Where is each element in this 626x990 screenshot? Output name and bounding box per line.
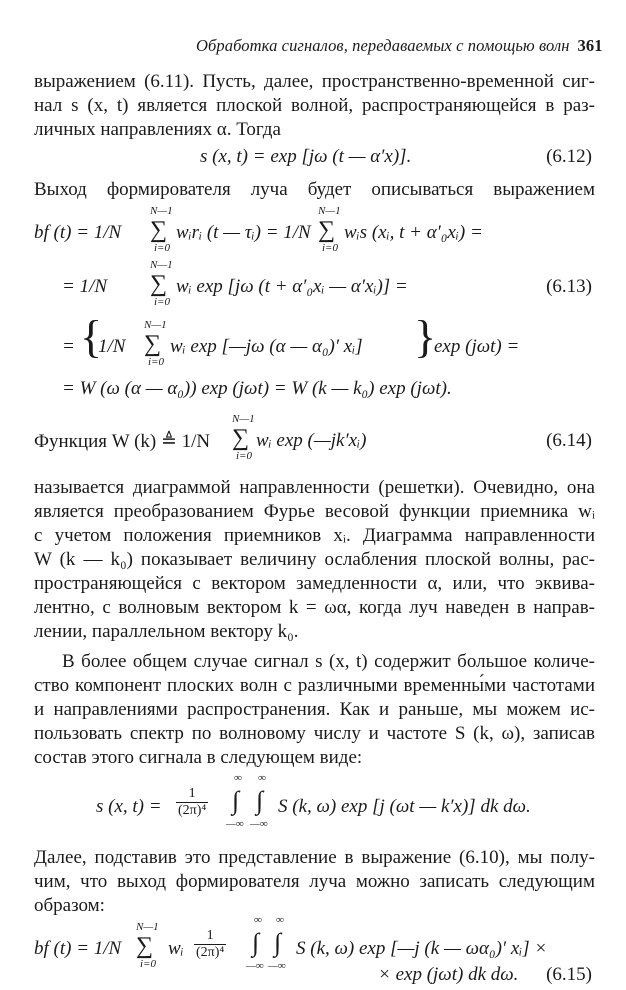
left-brace: { <box>80 311 103 362</box>
paragraph-line: и направлениями распространения. Как и раньше, мы можем ис- <box>34 699 595 720</box>
equation-6-13-line3-mid: 1/N <box>98 336 126 357</box>
running-header <box>196 36 603 56</box>
sum-symbol: ∑ <box>232 425 250 451</box>
equation-6-13-line3-lhs: = <box>62 336 75 357</box>
paragraph-line: Выход формирователя луча будет описываться выражением <box>34 179 595 200</box>
paragraph-line: с учетом положения приемников xᵢ. Диаграмма направленности <box>34 525 595 546</box>
equation-number: (6.14) <box>546 430 592 451</box>
fraction-numerator: 1 <box>194 928 226 945</box>
equation-6-13-line1-mid: wᵢrᵢ (t — τᵢ) = 1/N <box>176 222 311 243</box>
paragraph-line: W (k — k₀) показывает величину ослабления плоской волны, рас- <box>34 549 595 570</box>
paragraph-line: состав этого сигнала в следующем виде: <box>34 747 363 768</box>
integral-upper-limit: ∞ <box>276 914 284 926</box>
equation-6-13-line3-end: exp (jωt) = <box>434 336 520 357</box>
equation-6-15-weight: wᵢ <box>168 938 184 959</box>
paragraph-line: пользовать спектр по волновому числу и частоте S (k, ω), записав <box>34 723 595 744</box>
sum-upper-limit: N—1 <box>232 413 255 425</box>
sum-upper-limit: N—1 <box>144 319 167 331</box>
sum-symbol: ∑ <box>150 217 168 243</box>
integral-lower-limit: —∞ <box>226 818 244 830</box>
integral-symbol: ∫ <box>252 928 260 957</box>
paragraph-line: выражением (6.11). Пусть, далее, пространственно-временной сиг- <box>34 71 595 92</box>
equation-number: (6.13) <box>546 276 592 297</box>
right-brace: } <box>414 311 437 362</box>
equation-6-13-line1-rhs: wᵢs (xᵢ, t + α′₀xᵢ) = <box>344 222 483 243</box>
sum-lower-limit: i=0 <box>322 242 338 254</box>
equation-6-15-lhs: bf (t) = 1/N <box>34 938 122 959</box>
paragraph-line: нал s (x, t) является плоской волной, распространяющейся в раз- <box>34 95 595 116</box>
integral-symbol: ∫ <box>274 928 282 957</box>
integral-lower-limit: —∞ <box>246 960 264 972</box>
paragraph-line: лении, параллельном вектору k₀. <box>34 621 299 642</box>
fraction-numerator: 1 <box>176 786 208 803</box>
equation-6-13-line4: = W (ω (α — α₀)) exp (jωt) = W (k — k₀) exp (jωt). <box>62 378 452 399</box>
page-number: 361 <box>577 36 603 55</box>
equation-6-13-line3-rhs: wᵢ exp [—jω (α — α₀)′ xᵢ] <box>170 336 363 357</box>
equation-number: (6.15) <box>546 964 592 985</box>
fraction-denominator: (2π)⁴ <box>196 945 225 960</box>
sum-upper-limit: N—1 <box>150 259 173 271</box>
sum-lower-limit: i=0 <box>154 242 170 254</box>
paragraph-line: личных направлениях α. Тогда <box>34 119 281 140</box>
integral-upper-limit: ∞ <box>234 772 242 784</box>
integral-lower-limit: —∞ <box>268 960 286 972</box>
sum-symbol: ∑ <box>150 271 168 297</box>
equation-6-13-line2-lhs: = 1/N <box>62 276 108 297</box>
running-title: Обработка сигналов, передаваемых с помощью волн <box>196 36 570 55</box>
sum-symbol: ∑ <box>144 331 162 357</box>
integral-symbol: ∫ <box>232 786 240 815</box>
sum-upper-limit: N—1 <box>136 921 159 933</box>
sum-lower-limit: i=0 <box>154 296 170 308</box>
sum-lower-limit: i=0 <box>148 356 164 368</box>
paragraph-line: лентно, с волновым вектором k = ωα, когда луч наведен в направ- <box>34 597 595 618</box>
equation-6-15-line2: × exp (jωt) dk dω. <box>378 964 519 985</box>
sum-lower-limit: i=0 <box>140 958 156 970</box>
equation-6-13-line1-lhs: bf (t) = 1/N <box>34 222 122 243</box>
paragraph-line: пространяющейся с вектором замедленности α, или, что эквива- <box>34 573 595 594</box>
sum-symbol: ∑ <box>136 933 154 959</box>
sum-upper-limit: N—1 <box>318 205 341 217</box>
equation-spectral-rhs: S (k, ω) exp [j (ωt — k′x)] dk dω. <box>278 796 531 817</box>
equation-6-14-rhs: wᵢ exp (—jk′xᵢ) <box>256 430 367 451</box>
paragraph-line: чим, что выход формирователя луча можно записать следующим <box>34 871 595 892</box>
sum-upper-limit: N—1 <box>150 205 173 217</box>
fraction <box>176 786 208 819</box>
integral-upper-limit: ∞ <box>258 772 266 784</box>
sum-lower-limit: i=0 <box>236 450 252 462</box>
integral-lower-limit: —∞ <box>250 818 268 830</box>
equation-6-14-lhs: Функция W (k) ≜ 1/N <box>34 431 211 452</box>
equation-6-15-rhs: S (k, ω) exp [—j (k — ωα₀)′ xᵢ] × <box>296 938 548 959</box>
equation-number: (6.12) <box>546 146 592 167</box>
equation-6-13-line2-rhs: wᵢ exp [jω (t + α′₀xᵢ — α′xᵢ)] = <box>176 276 408 297</box>
integral-symbol: ∫ <box>256 786 264 815</box>
equation-6-12: s (x, t) = exp [jω (t — α′x)]. <box>200 146 412 167</box>
sum-symbol: ∑ <box>318 217 336 243</box>
paragraph-line: Далее, подставив это представление в выражение (6.10), мы полу- <box>34 847 595 868</box>
paragraph-line: называется диаграммой направленности (решетки). Очевидно, она <box>34 477 595 498</box>
paragraph-line: ство компонент плоских волн с различными временны́ми частотами <box>34 675 595 696</box>
paragraph-line: В более общем случае сигнал s (x, t) содержит большое количе- <box>62 651 595 672</box>
equation-spectral-lhs: s (x, t) = <box>96 796 162 817</box>
paragraph-line: является преобразованием Фурье весовой функции приемника wᵢ <box>34 501 595 522</box>
integral-upper-limit: ∞ <box>254 914 262 926</box>
fraction-denominator: (2π)⁴ <box>178 803 207 818</box>
paragraph-line: образом: <box>34 895 105 916</box>
fraction <box>194 928 226 961</box>
